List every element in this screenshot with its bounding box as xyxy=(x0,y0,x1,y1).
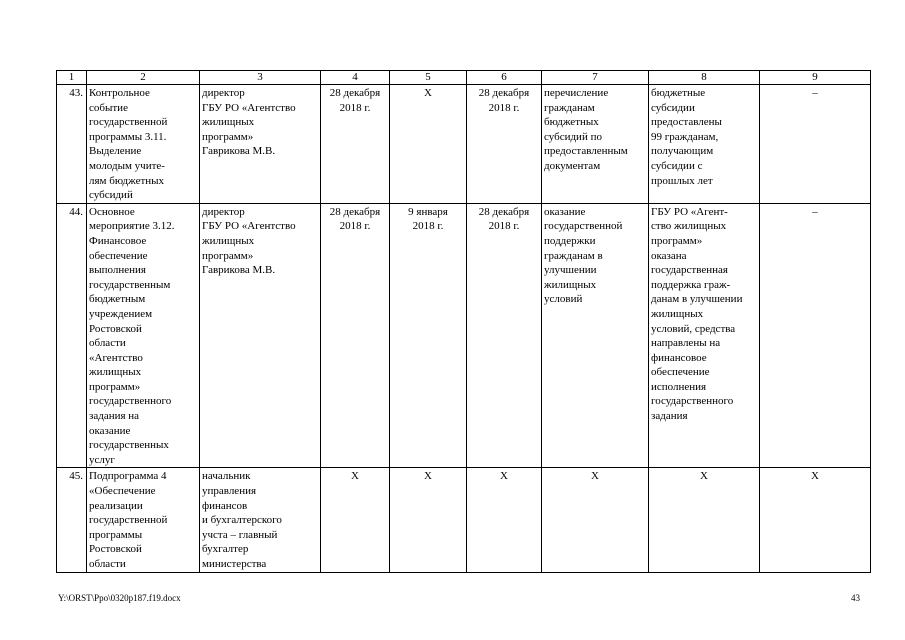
actual-result: бюджетные субсидии предоставлены 99 гражданам, получающим субсидии с прошлых лет xyxy=(649,85,760,204)
responsible-person: директор ГБУ РО «Агентство жилищных программ» Гаврикова М.В. xyxy=(200,203,321,468)
table-row xyxy=(57,203,871,468)
column-number-9: 9 xyxy=(760,71,871,85)
column-number-8: 8 xyxy=(649,71,760,85)
plan-start-date: X xyxy=(321,468,390,572)
actual-start-date: 9 января 2018 г. xyxy=(390,203,467,468)
actual-result: ГБУ РО «Агент- ство жилищных программ» оказана государственная поддержка граж- данам в улучшении жилищных условий, средства направлены на финансовое обеспечение исполнения государственного задания xyxy=(649,203,760,468)
table-header-row xyxy=(57,71,871,85)
responsible-person: начальник управления финансов и бухгалтерского учста – главный бухгалтер министерства xyxy=(200,468,321,572)
column-number-2: 2 xyxy=(87,71,200,85)
plan-end-date: 28 декабря 2018 г. xyxy=(467,85,542,204)
page-number: 43 xyxy=(851,593,860,603)
planned-result: перечисление гражданам бюджетных субсидий по предоставленным документам xyxy=(542,85,649,204)
plan-end-date: X xyxy=(467,468,542,572)
actual-result: X xyxy=(649,468,760,572)
column-number-1: 1 xyxy=(57,71,87,85)
actual-start-date: X xyxy=(390,85,467,204)
deviation-reason: – xyxy=(760,203,871,468)
plan-start-date: 28 декабря 2018 г. xyxy=(321,85,390,204)
actual-start-date: X xyxy=(390,468,467,572)
report-table xyxy=(56,70,871,573)
column-number-3: 3 xyxy=(200,71,321,85)
event-name: Основное мероприятие 3.12. Финансовое обеспечение выполнения государственным бюджетным учреждением Ростовской области «Агентство жилищных программ» государственного задания на оказание государственных услуг xyxy=(87,203,200,468)
table-row xyxy=(57,85,871,204)
deviation-reason: – xyxy=(760,85,871,204)
column-number-5: 5 xyxy=(390,71,467,85)
planned-result: оказание государственной поддержки гражданам в улучшении жилищных условий xyxy=(542,203,649,468)
column-number-7: 7 xyxy=(542,71,649,85)
plan-end-date: 28 декабря 2018 г. xyxy=(467,203,542,468)
event-name: Контрольное событие государственной программы 3.11. Выделение молодым учите- лям бюджетных субсидий xyxy=(87,85,200,204)
table-row xyxy=(57,468,871,572)
plan-start-date: 28 декабря 2018 г. xyxy=(321,203,390,468)
row-number: 44. xyxy=(57,203,87,468)
row-number: 43. xyxy=(57,85,87,204)
column-number-4: 4 xyxy=(321,71,390,85)
responsible-person: директор ГБУ РО «Агентство жилищных программ» Гаврикова М.В. xyxy=(200,85,321,204)
event-name: Подпрограмма 4 «Обеспечение реализации государственной программы Ростовской области xyxy=(87,468,200,572)
column-number-6: 6 xyxy=(467,71,542,85)
row-number: 45. xyxy=(57,468,87,572)
planned-result: X xyxy=(542,468,649,572)
deviation-reason: X xyxy=(760,468,871,572)
file-path-footer: Y:\ORST\Ppo\0320p187.f19.docx xyxy=(58,593,181,603)
